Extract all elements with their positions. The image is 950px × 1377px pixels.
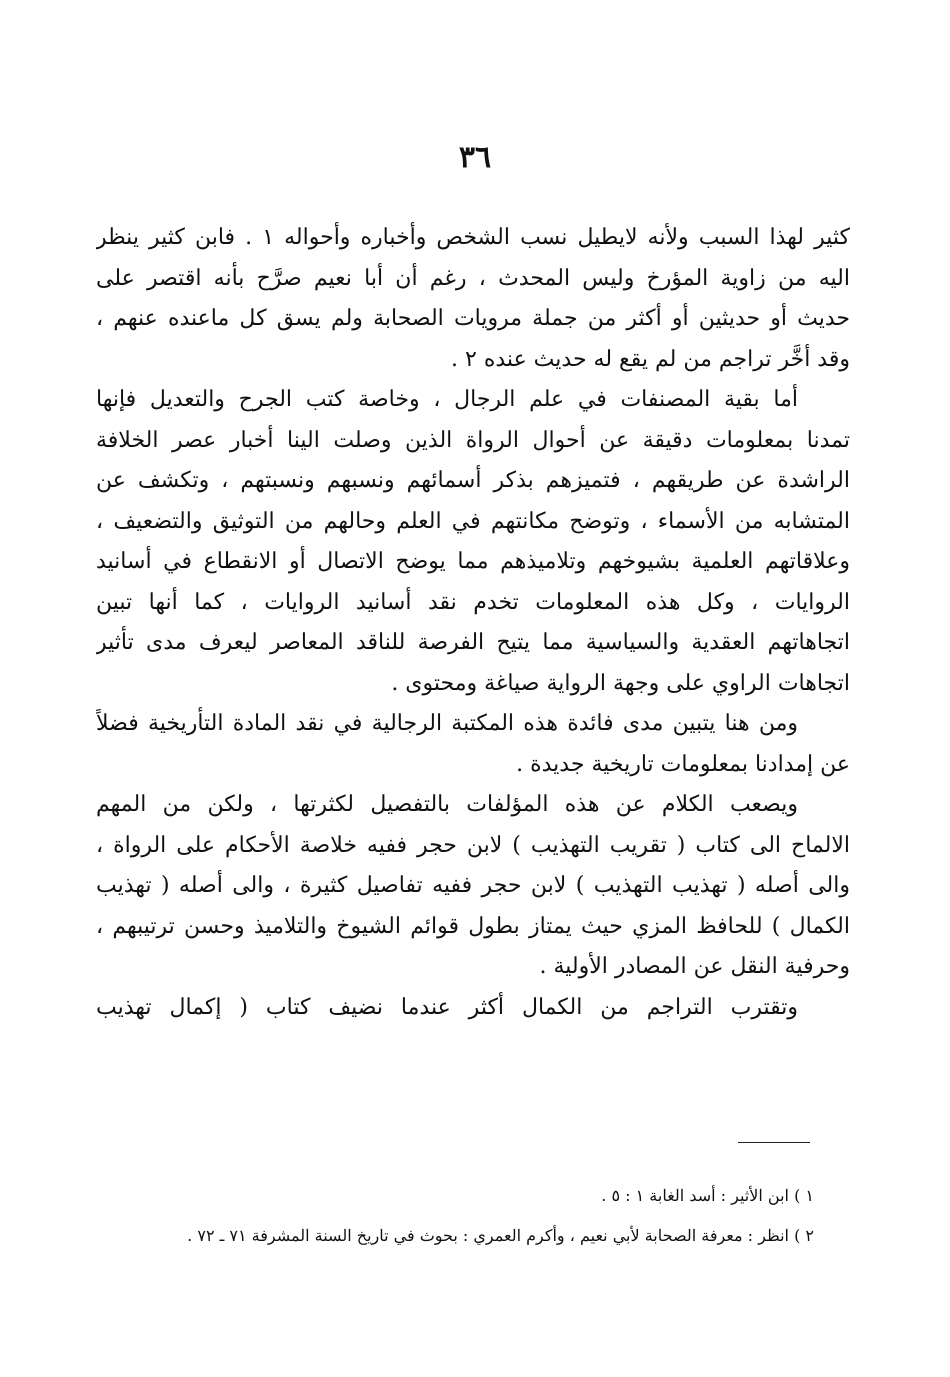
text-line: ومن هنا يتبين مدى فائدة هذه المكتبة الرجالية في نقد المادة التأريخية فضلاً [96, 711, 798, 736]
text-line: الروايات ، وكل هذه المعلومات تخدم نقد أسانيد الروايات ، كما أنها تبين [96, 589, 850, 615]
text-line: والى أصله ( تهذيب التهذيب ) لابن حجر ففيه تفاصيل كثيرة ، والى أصله ( تهذيب [96, 873, 850, 898]
footnote-1: ١ ) ابن الأثير : أسد الغابة ١ : ٥ . [601, 1186, 814, 1205]
text-line: الالماح الى كتاب ( تقريب التهذيب ) لابن حجر ففيه خلاصة الأحكام على الرواة ، [96, 832, 850, 858]
text-line: كثير لهذا السبب ولأنه لايطيل نسب الشخص وأخباره وأحواله ١ . فابن كثير ينظر [96, 225, 850, 250]
text-line: وقد أخَّر تراجم من لم يقع له حديث عنده ٢ . [451, 346, 850, 372]
footnotes [96, 1176, 814, 1256]
text-line: حديث أو حديثين أو أكثر من جملة مرويات الصحابة ولم يسق كل ماعنده عنهم ، [96, 306, 850, 331]
text-line: المتشابه من الأسماء ، وتوضح مكانتهم في العلم وحالهم من التوثيق والتضعيف ، [96, 508, 850, 534]
text-line: الكمال ) للحافظ المزي حيث يمتاز بطول قوائم الشيوخ والتلاميذ وحسن ترتيبهم ، [96, 913, 850, 939]
text-line: ويصعب الكلام عن هذه المؤلفات بالتفصيل لكثرتها ، ولكن من المهم [96, 792, 798, 817]
text-line: تمدنا بمعلومات دقيقة عن أحوال الرواة الذين وصلت الينا أخبار عصر الخلافة [96, 427, 850, 453]
body-text [96, 218, 850, 1028]
text-line: اتجاهاتهم العقدية والسياسية مما يتيح الفرصة للناقد المعاصر ليعرف مدى تأثير [96, 630, 850, 655]
text-line: وحرفية النقل عن المصادر الأولية . [539, 954, 850, 979]
page-number: ٣٦ [458, 140, 492, 175]
footnote-divider [738, 1142, 810, 1143]
text-line: اتجاهات الراوي على وجهة الرواية صياغة ومحتوى . [391, 670, 850, 696]
text-line: وعلاقاتهم العلمية بشيوخهم وتلاميذهم مما يوضح الاتصال أو الانقطاع في أسانيد [96, 549, 850, 574]
text-line: عن إمدادنا بمعلومات تاريخية جديدة . [516, 751, 850, 777]
text-line: أما بقية المصنفات في علم الرجال ، وخاصة كتب الجرح والتعديل فإنها [96, 387, 798, 412]
text-line: الراشدة عن طريقهم ، فتميزهم بذكر أسمائهم ونسبهم ونسبتهم ، وتكشف عن [96, 468, 850, 493]
text-line: وتقترب التراجم من الكمال أكثر عندما نضيف كتاب ( إكمال تهذيب [96, 994, 798, 1020]
footnote-2: ٢ ) انظر : معرفة الصحابة لأبي نعيم ، وأكرم العمري : بحوث في تاريخ السنة المشرفة ٧١ ـ ٧٢ . [187, 1226, 814, 1245]
text-line: اليه من زاوية المؤرخ وليس المحدث ، رغم أن أبا نعيم صرَّح بأنه اقتصر على [96, 265, 850, 291]
